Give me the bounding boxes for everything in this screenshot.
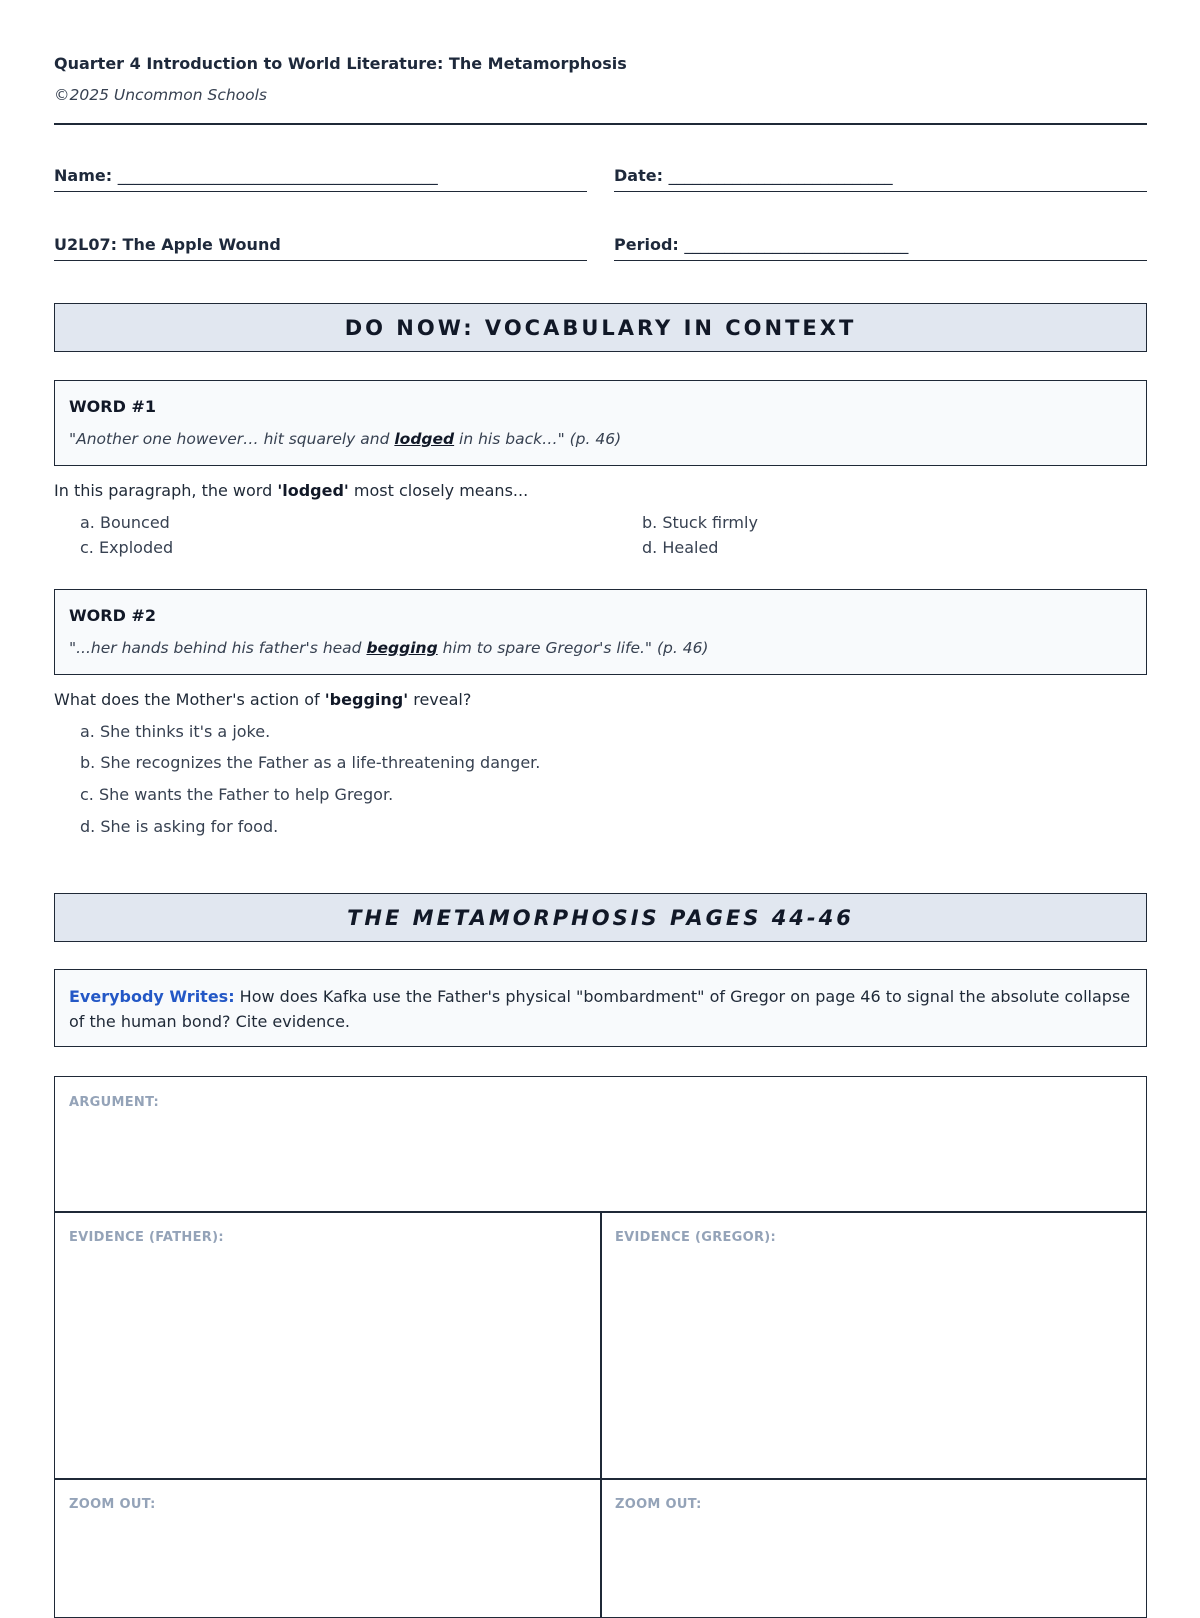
do-now-banner: DO NOW: VOCABULARY IN CONTEXT (54, 303, 1147, 352)
argument-cell[interactable] (54, 1076, 1147, 1213)
word2-option-c[interactable]: c. She wants the Father to help Gregor. (80, 785, 394, 804)
word1-option-c[interactable]: c. Exploded (80, 538, 174, 557)
period-blank: ____________________________ (684, 235, 909, 254)
word2-quote-after: him to spare Gregor's life." (p. 46) (437, 639, 709, 657)
word1-quote-after: in his back…" (p. 46) (454, 430, 622, 448)
evidence-gregor-label: EVIDENCE (GREGOR): (615, 1230, 777, 1245)
word2-question-before: What does the Mother's action of (54, 690, 325, 709)
lesson-title: U2L07: The Apple Wound (54, 235, 281, 254)
name-blank: ________________________________________ (117, 166, 438, 185)
word1-question (54, 481, 528, 500)
lesson-field (54, 235, 587, 261)
word1-question-after: most closely means... (348, 481, 529, 500)
period-label: Period: (614, 235, 679, 254)
word1-quote (69, 430, 621, 448)
word2-option-b[interactable]: b. She recognizes the Father as a life-threatening danger. (80, 753, 541, 772)
name-field[interactable] (54, 166, 587, 192)
worksheet-page (54, 0, 1147, 1600)
word1-quote-before: "Another one however… hit squarely and (69, 430, 395, 448)
date-field[interactable] (614, 166, 1147, 192)
everybody-writes-label: Everybody Writes: (69, 987, 235, 1006)
everybody-writes-prompt (69, 984, 1132, 1034)
argument-label: ARGUMENT: (69, 1095, 160, 1110)
word1-option-b[interactable]: b. Stuck firmly (642, 513, 758, 532)
word1-keyword: lodged (394, 430, 455, 448)
word2-keyword: begging (366, 639, 438, 657)
zoom-out-right-label: ZOOM OUT: (615, 1497, 702, 1512)
word1-box (54, 380, 1147, 466)
word2-option-a[interactable]: a. She thinks it's a joke. (80, 722, 271, 741)
word1-label: WORD #1 (69, 397, 156, 416)
word1-option-d[interactable]: d. Healed (642, 538, 719, 557)
reading-banner: THE METAMORPHOSIS PAGES 44-46 (54, 893, 1147, 942)
evidence-gregor-cell[interactable] (600, 1211, 1147, 1480)
date-label: Date: (614, 166, 663, 185)
zoom-out-right-cell[interactable] (600, 1478, 1147, 1618)
word2-quote (69, 639, 708, 657)
word1-option-a[interactable]: a. Bounced (80, 513, 170, 532)
everybody-writes-box (54, 969, 1147, 1047)
zoom-out-left-label: ZOOM OUT: (69, 1497, 156, 1512)
word2-question-word: 'begging' (324, 690, 409, 709)
name-label: Name: (54, 166, 113, 185)
word2-box (54, 589, 1147, 675)
period-field[interactable] (614, 235, 1147, 261)
course-title: Quarter 4 Introduction to World Literature: The Metamorphosis (54, 54, 627, 73)
evidence-father-cell[interactable] (54, 1211, 602, 1480)
word2-quote-before: "...her hands behind his father's head (69, 639, 367, 657)
copyright-notice: ©2025 Uncommon Schools (54, 86, 268, 104)
header-divider (54, 123, 1147, 125)
everybody-writes-question: How does Kafka use the Father's physical "bombardment" of Gregor on page 46 to signal the absolute collapse of the human bond? Cite evidence. (69, 987, 1131, 1031)
graphic-organizer (54, 1076, 1147, 1606)
word2-question-after: reveal? (408, 690, 472, 709)
word2-option-d[interactable]: d. She is asking for food. (80, 817, 279, 836)
word1-question-before: In this paragraph, the word (54, 481, 278, 500)
zoom-out-left-cell[interactable] (54, 1478, 602, 1618)
word2-label: WORD #2 (69, 606, 156, 625)
word2-question (54, 690, 471, 709)
word1-question-word: 'lodged' (277, 481, 349, 500)
date-blank: ____________________________ (668, 166, 893, 185)
evidence-father-label: EVIDENCE (FATHER): (69, 1230, 224, 1245)
